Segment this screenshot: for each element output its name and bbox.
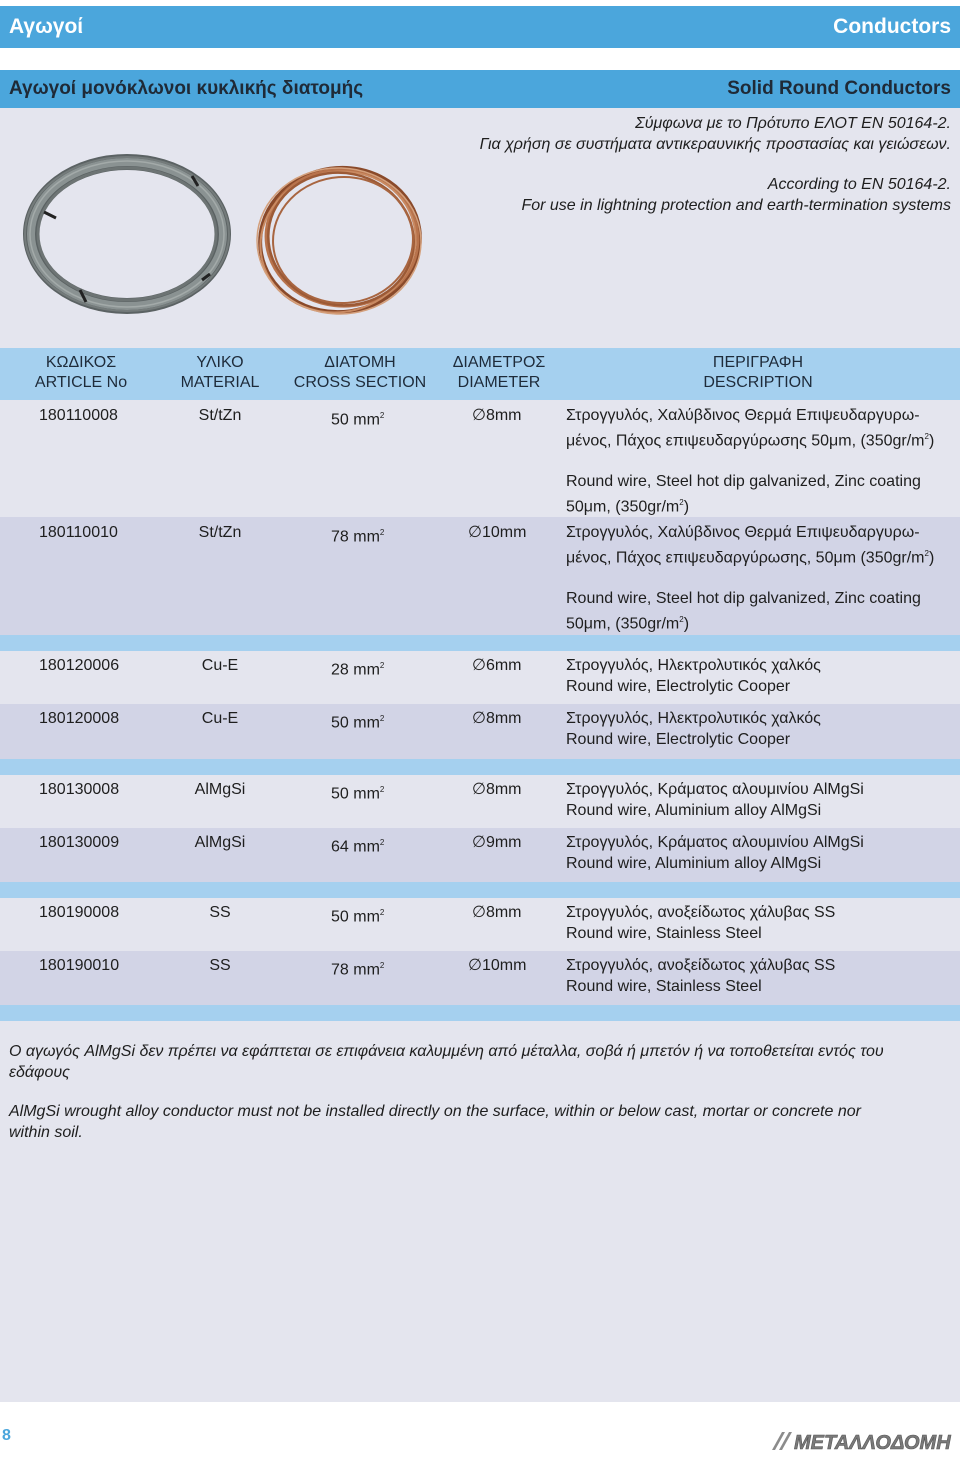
table-row (0, 898, 960, 951)
intro-gr-line1: Σύμφωνα με το Πρότυπο ΕΛΟΤ EN 50164-2. (635, 115, 951, 132)
group-separator (0, 1005, 960, 1021)
group-separator (0, 882, 960, 898)
header-article-en: ARTICLE No (34, 374, 128, 391)
diameter-icon: ∅ (472, 834, 486, 851)
cross-section: 28 $mm^2$ (331, 661, 385, 679)
section-title-gr: Αγωγοί μονόκλωνοι κυκλικής διατομής (9, 78, 364, 99)
note-en-line1: AlMgSi wrought alloy conductor must not be installed directly on the surface, within or below cast, mortar or concrete nor (9, 1103, 861, 1120)
intro-gr-line2: Για χρήση σε συστήματα αντικεραυνικής προστασίας και γειώσεων. (479, 136, 951, 153)
diameter: ∅8mm (472, 407, 522, 424)
note-gr-line1: Ο αγωγός AlMgSi δεν πρέπει να εφάπτεται σε επιφάνεια καλυμμένη από μέταλλα, σοβά ή μπετόν ή να τοποθετείται εντός του (9, 1043, 884, 1060)
description: Στρογγυλός, Χαλύβδινος Θερμά Επιψευδαργυρω- μένος, Πάχος επιψευδαργύρωσης, 50μm $(350gr/m^2)$ Round wire, Steel hot dip galvanized, Zinc coating 50μm, $(350gr/m^2)$ (566, 524, 935, 633)
description: Στρογγυλός, Ηλεκτρολυτικός χαλκός Round wire, Electrolytic Cooper (566, 710, 821, 748)
material: AlMgSi (194, 834, 246, 851)
cross-section: 78 $mm^2$ (331, 528, 385, 546)
diameter-icon: ∅ (472, 710, 486, 727)
article-code: 180120006 (39, 657, 120, 674)
intro-gr (480, 113, 951, 155)
material: SS (209, 957, 231, 974)
table-row (0, 651, 960, 704)
diameter-icon: ∅ (468, 957, 482, 974)
table-row (0, 517, 960, 635)
diameter: ∅9mm (472, 834, 522, 851)
brand-logo (770, 1428, 958, 1454)
diameter: ∅8mm (472, 710, 522, 727)
material: Cu-E (201, 657, 239, 674)
material: AlMgSi (194, 781, 246, 798)
cross-section: 50 $mm^2$ (331, 785, 385, 803)
table-row (0, 704, 960, 759)
cross-section: 50 $mm^2$ (331, 908, 385, 926)
header-description (640, 353, 876, 393)
diameter-icon: ∅ (472, 904, 486, 921)
material: SS (209, 904, 231, 921)
diameter-icon: ∅ (472, 781, 486, 798)
section-header (0, 70, 960, 108)
article-code: 180190008 (39, 904, 120, 921)
material: Cu-E (201, 710, 239, 727)
table-row (0, 400, 960, 517)
header-material-en: MATERIAL (180, 374, 260, 391)
intro-en-line2: For use in lightning protection and earth-termination systems (521, 197, 951, 214)
material: St/tZn (198, 524, 242, 541)
steel-coil-image (22, 152, 232, 317)
brand-name: ΜΕΤΑΛΛΟΔΟΜΗ (794, 1432, 951, 1454)
material: St/tZn (198, 407, 242, 424)
cross-section: 50 $mm^2$ (331, 411, 385, 429)
header-section (285, 353, 435, 393)
article-code: 180120008 (39, 710, 120, 727)
header-description-gr: ΠΕΡΙΓΡΑΦΗ (712, 354, 804, 371)
header-section-gr: ΔΙΑΤΟΜΗ (324, 354, 396, 371)
table-header (0, 348, 960, 400)
header-material (160, 353, 280, 393)
note-en (9, 1101, 951, 1143)
note-gr-line2: εδάφους (9, 1064, 70, 1081)
cross-section: 50 $mm^2$ (331, 714, 385, 732)
page-header (0, 6, 960, 48)
intro-en (521, 174, 951, 216)
article-code: 180110008 (39, 407, 118, 424)
copper-coil-image (252, 160, 430, 320)
diameter-icon: ∅ (472, 657, 486, 674)
diameter-icon: ∅ (468, 524, 482, 541)
intro-en-line1: According to EN 50164-2. (767, 176, 951, 193)
header-diameter-gr: ΔΙΑΜΕΤΡΟΣ (452, 354, 546, 371)
note-gr (9, 1041, 951, 1083)
group-separator (0, 635, 960, 651)
diameter: ∅8mm (472, 781, 522, 798)
diameter: ∅10mm (468, 524, 527, 541)
header-material-gr: ΥΛΙΚΟ (196, 354, 244, 371)
group-separator (0, 759, 960, 775)
diameter-icon: ∅ (472, 407, 486, 424)
description: Στρογγυλός, ανοξείδωτος χάλυβας SS Round wire, Stainless Steel (566, 957, 836, 995)
description: Στρογγυλός, ανοξείδωτος χάλυβας SS Round wire, Stainless Steel (566, 904, 836, 942)
article-code: 180130008 (39, 781, 120, 798)
table-row (0, 828, 960, 882)
header-diameter-en: DIAMETER (457, 374, 541, 391)
table-row (0, 951, 960, 1005)
description: Στρογγυλός, Ηλεκτρολυτικός χαλκός Round wire, Electrolytic Cooper (566, 657, 821, 695)
table-row (0, 775, 960, 828)
article-code: 180130009 (39, 834, 120, 851)
article-code: 180110010 (39, 524, 118, 541)
note-en-line2: within soil. (9, 1124, 83, 1141)
description: Στρογγυλός, Χαλύβδινος Θερμά Επιψευδαργυρω- μένος, Πάχος επιψευδαργύρωσης 50μm, $(350gr/m^2)$ Round wire, Steel hot dip galvanized, Zinc coating 50μm, $(350gr/m^2)$ (566, 407, 935, 516)
description: Στρογγυλός, Κράματος αλουμινίου AlMgSi Round wire, Aluminium alloy AlMgSi (566, 834, 864, 872)
header-description-en: DESCRIPTION (703, 374, 813, 391)
header-article (20, 353, 142, 393)
diameter: ∅6mm (472, 657, 522, 674)
article-code: 180190010 (39, 957, 120, 974)
description: Στρογγυλός, Κράματος αλουμινίου AlMgSi Round wire, Aluminium alloy AlMgSi (566, 781, 864, 819)
header-section-en: CROSS SECTION (293, 374, 427, 391)
header-diameter (440, 353, 558, 393)
header-article-gr: ΚΩΔΙΚΟΣ (45, 354, 117, 371)
cross-section: 78 $mm^2$ (331, 961, 385, 979)
page-number: 8 (2, 1427, 11, 1444)
header-title-en: Conductors (833, 15, 951, 38)
diameter: ∅8mm (472, 904, 522, 921)
cross-section: 64 $mm^2$ (331, 838, 385, 856)
diameter: ∅10mm (468, 957, 527, 974)
header-title-gr: Αγωγοί (9, 15, 84, 38)
section-title-en: Solid Round Conductors (727, 78, 951, 99)
